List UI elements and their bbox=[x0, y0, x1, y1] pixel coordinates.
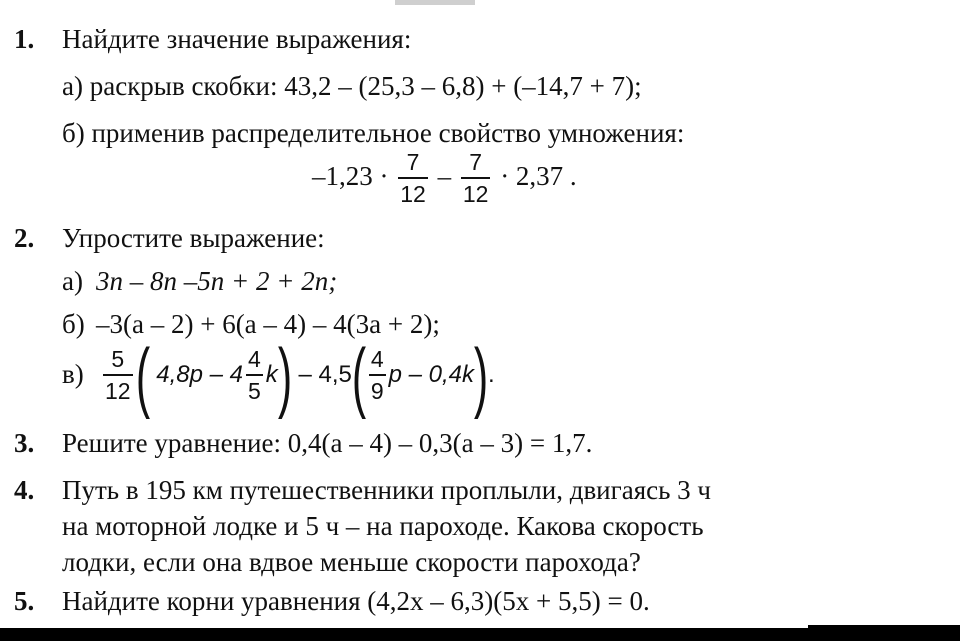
fraction-numerator: 4 bbox=[248, 346, 261, 373]
task-1-number: 1. bbox=[14, 24, 35, 54]
task-2a-label: а) bbox=[62, 266, 83, 296]
fraction-numerator: 4 bbox=[370, 346, 384, 373]
task-2-number: 2. bbox=[14, 223, 35, 253]
task-5-number: 5. bbox=[14, 586, 35, 616]
right-parenthesis: ) bbox=[277, 331, 292, 420]
task-2v-term-4: p – 0,4k bbox=[388, 361, 475, 388]
left-parenthesis: ( bbox=[351, 331, 366, 420]
task-1b-fraction-1 bbox=[398, 151, 428, 206]
fraction-denominator: 5 bbox=[246, 374, 263, 403]
fraction-denominator: 12 bbox=[103, 374, 133, 403]
task-1b-minus: – bbox=[437, 161, 452, 191]
task-2v-fraction-2 bbox=[246, 348, 263, 403]
task-1b-expression bbox=[312, 146, 577, 206]
task-1b-term-1: –1,23 · bbox=[312, 161, 389, 191]
task-2v-end: . bbox=[488, 361, 495, 388]
task-2a-expression: 3n – 8n –5n + 2 + 2n; bbox=[96, 266, 338, 296]
task-2b-expression: –3(a – 2) + 6(a – 4) – 4(3a + 2); bbox=[96, 309, 440, 339]
task-3-number: 3. bbox=[14, 428, 35, 458]
fraction-numerator: 5 bbox=[111, 346, 125, 373]
task-2v-term-1: 4,8p – 4 bbox=[156, 361, 243, 388]
task-2v-label: в) bbox=[62, 359, 84, 389]
fraction-denominator: 12 bbox=[461, 177, 491, 206]
right-parenthesis: ) bbox=[473, 331, 489, 420]
task-2v-term-2: k bbox=[265, 361, 278, 388]
task-5-text: Найдите корни уравнения (4,2x – 6,3)(5x + 5,5) = 0. bbox=[62, 586, 650, 616]
task-4-line-1: Путь в 195 км путешественники проплыли, двигаясь 3 ч bbox=[62, 475, 711, 505]
left-parenthesis: ( bbox=[135, 331, 150, 420]
fraction-denominator: 9 bbox=[369, 374, 386, 403]
task-2-title: Упростите выражение: bbox=[62, 223, 325, 253]
fraction-numerator: 7 bbox=[469, 149, 483, 176]
task-3-text: Решите уравнение: 0,4(a – 4) – 0,3(a – 3) = 1,7. bbox=[62, 428, 593, 458]
task-1b-text: б) применив распределительное свойство умножения: bbox=[62, 118, 685, 148]
fraction-denominator: 12 bbox=[398, 177, 428, 206]
task-4-number: 4. bbox=[14, 475, 35, 505]
task-1b-fraction-2 bbox=[461, 151, 491, 206]
task-1b-term-2: · 2,37 . bbox=[500, 161, 577, 191]
task-1a-text: а) раскрыв скобки: 43,2 – (25,3 – 6,8) + (–14,7 + 7); bbox=[62, 71, 642, 101]
task-1-title: Найдите значение выражения: bbox=[62, 24, 412, 54]
task-4-line-2: на моторной лодке и 5 ч – на пароходе. Какова скорость bbox=[62, 511, 704, 541]
task-2v-fraction-3 bbox=[369, 348, 386, 403]
fraction-numerator: 7 bbox=[406, 149, 420, 176]
bottom-edge-bar bbox=[0, 628, 960, 641]
cropped-header-fragment bbox=[395, 0, 475, 5]
task-2v-fraction-1 bbox=[103, 348, 133, 403]
task-2v-term-3: – 4,5 bbox=[298, 361, 352, 388]
task-4-line-3: лодки, если она вдвое меньше скорости парохода? bbox=[62, 547, 641, 577]
task-2v-expression bbox=[100, 331, 495, 420]
task-2b-label: б) bbox=[62, 309, 85, 339]
